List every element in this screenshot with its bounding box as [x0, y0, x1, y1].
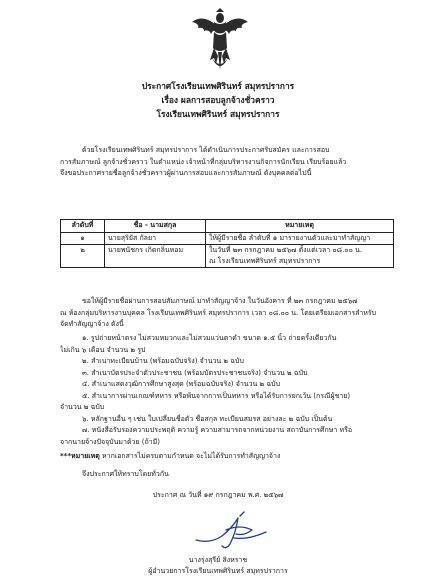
body-line: ณ ห้องกลุ่มบริหารงานบุคคล โรงเรียนเทพศิรินทร์ สมุทรปราการ เวลา ๐๘.๐๐ น. โดยเตรียมเอกสารสำหรับ	[60, 308, 377, 317]
note-line: ณ โรงเรียนเทพศิรินทร์ สมุทรปราการ	[209, 257, 321, 265]
list-item: ๕. สำเนาการผ่านเกณฑ์ทหาร หรือพ้นจากการเป็นทหาร หรือได้รับการยกเว้น (กรณีผู้ชาย)	[82, 391, 351, 400]
intro-line: การสัมภาษณ์ ลูกจ้างชั่วคราว ในตำแหน่ง เจ้าหน้าที่กลุ่มบริหารงานกิจการนักเรียน เรียบร้อยแล้ว	[60, 157, 347, 166]
announcement-subject: เรื่อง ผลการสอบลูกจ้างชั่วคราว	[161, 95, 275, 105]
row-number: ๑	[61, 233, 105, 245]
row-name: นายพนัชกร เกิดกลิ่นหอม	[105, 245, 206, 268]
remark	[60, 451, 390, 463]
signer-name: นางรุ่งสุรีย์ สิงหราช	[188, 556, 248, 564]
list-item: ๓. สำเนาบัตรประจำตัวประชาชน (พร้อมบัตรประชาชนจริง) จำนวน ๒ ฉบับ	[82, 368, 308, 377]
list-item: ๖. หลักฐานอื่น ๆ เช่น ใบเปลี่ยนชื่อตัว ชื่อสกุล ทะเบียนสมรส อย่างละ ๒ ฉบับ เป็นต้น	[82, 414, 333, 423]
list-item-continued: ไม่เกิน ๖ เดือน จำนวน ๒ รูป	[60, 345, 146, 354]
body-line: ขอให้ผู้มีรายชื่อผ่านการสอบสัมภาษณ์ มาทำสัญญาจ้าง ในวันอังคาร ที่ ๒๓ กรกฎาคม ๒๕๖๗	[82, 297, 358, 305]
row-name: นายสุริยัส กัลยา	[105, 233, 206, 245]
note-line: ในวันที่ ๒๓ กรกฎาคม ๒๕๖๗ ตั้งแต่เวลา ๐๘.๐๐ น.	[209, 246, 363, 254]
list-item-continued: จากนายจ้างปัจจุบันมาด้วย (ถ้ามี)	[60, 437, 161, 446]
announcement-school: โรงเรียนเทพศิรินทร์ สมุทรปราการ	[156, 109, 280, 119]
remark-text: หากเอกสารไม่ครบตามกำหนด จะไม่ได้รับการทำสัญญาจ้าง	[99, 452, 281, 460]
results-table	[60, 219, 394, 268]
closing-line: จึงประกาศให้ทราบโดยทั่วกัน	[82, 470, 169, 478]
remark-label: ***หมายเหตุ	[60, 452, 100, 460]
list-item: ๔. สำเนาแสดงวุฒิการศึกษาสูงสุด (พร้อมฉบับจริง) จำนวน ๒ ฉบับ	[82, 380, 281, 388]
list-item: ๗. หนังสือรับรองความประพฤติ ความรู้ ความสามารถจากหน่วยงาน สถาบันการศึกษา หรือ	[82, 426, 353, 434]
body-paragraph	[60, 296, 390, 331]
table-row	[61, 233, 394, 245]
row-note	[206, 233, 394, 245]
intro-line: ด้วยโรงเรียนเทพศิรินทร์ สมุทรปราการ ได้ดำเนินการประกาศรับสมัคร และการสอบ	[82, 146, 330, 154]
body-line: จัดทำสัญญาจ้าง ดังนี้	[60, 320, 124, 328]
table-header-row	[61, 220, 394, 233]
list-item: ๒. สำเนาทะเบียนบ้าน (พร้อมฉบับจริง) จำนวน ๒ ฉบับ	[82, 357, 244, 365]
list-item: ๑. รูปถ่ายหน้าตรง ไม่สวมหมวกและไม่สวมแว่นตาดำ ขนาด ๑.๕ นิ้ว ถ่ายครั้งเดียวกัน	[82, 334, 337, 342]
signer-position: ผู้อำนวยการโรงเรียนเทพศิรินทร์ สมุทรปราการ	[148, 567, 288, 575]
list-item-continued: จำนวน ๒ ฉบับ	[60, 403, 105, 411]
column-header-name: ชื่อ - นามสกุล	[105, 220, 206, 233]
column-header-note: หมายเหตุ	[206, 220, 394, 233]
row-number: ๒	[61, 245, 105, 268]
garuda-emblem-icon	[190, 8, 250, 70]
note-line: ให้ผู้มีรายชื่อ ลำดับที่ ๑ มารายงานตัวและมาทำสัญญา	[209, 234, 371, 242]
handwritten-signature	[192, 510, 272, 552]
intro-line: จึงขอประกาศรายชื่อลูกจ้างชั่วคราวผู้ผ่านการสอบและการสัมภาษณ์ ดังบุคคลต่อไปนี้	[60, 169, 312, 177]
column-header-number: ลำดับที่	[61, 220, 105, 233]
announcement-date: ประกาศ ณ วันที่ ๑๙ กรกฎาคม พ.ศ. ๒๕๖๗	[152, 491, 284, 499]
row-note	[206, 245, 394, 268]
document-list	[60, 333, 390, 448]
table-row	[61, 245, 394, 268]
remark-line	[60, 451, 390, 463]
closing	[60, 469, 390, 481]
announcement-title: ประกาศโรงเรียนเทพศิรินทร์ สมุทรปราการ	[141, 81, 295, 91]
intro-paragraph	[60, 145, 390, 180]
